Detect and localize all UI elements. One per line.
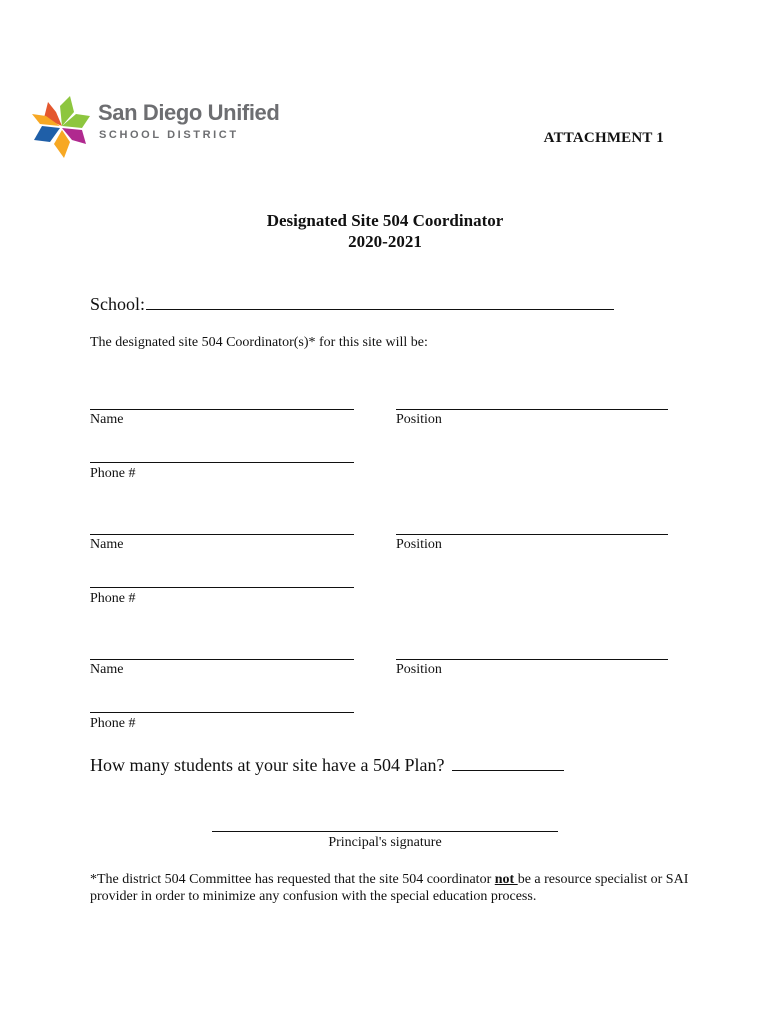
school-field[interactable] (90, 294, 614, 315)
plan-count-input-line[interactable] (452, 756, 564, 771)
position-field-line[interactable] (396, 534, 668, 535)
phone-label: Phone # (90, 591, 136, 606)
phone-label: Phone # (90, 716, 136, 731)
footnote-text-end: be a resource specialist or SAI provider in order to minimize any confusion with the special education process. (90, 872, 689, 904)
phone-field-line[interactable] (90, 462, 354, 463)
signature-label: Principal's signature (328, 835, 442, 850)
phone-field-line[interactable] (90, 587, 354, 588)
intro-text: The designated site 504 Coordinator(s)* for this site will be: (90, 335, 428, 350)
school-input-line[interactable] (146, 295, 614, 310)
plan-count-label: How many students at your site have a 504 Plan? (90, 755, 445, 775)
name-field-line[interactable] (90, 534, 354, 535)
document-year: 2020-2021 (348, 232, 422, 251)
footnote-text-start: *The district 504 Committee has requested that the site 504 coordinator (90, 872, 495, 887)
school-label: School: (90, 294, 146, 314)
position-field-line[interactable] (396, 659, 668, 660)
footnote-emphasis: not (494, 872, 518, 887)
name-field-line[interactable] (90, 659, 354, 660)
plan-count-question[interactable] (90, 755, 564, 776)
attachment-label: ATTACHMENT 1 (543, 130, 664, 146)
name-field-line[interactable] (90, 409, 354, 410)
logo-name: San Diego Unified (98, 100, 280, 125)
name-label: Name (90, 412, 124, 427)
position-label: Position (396, 412, 442, 427)
document-title: Designated Site 504 Coordinator (266, 211, 504, 230)
name-label: Name (90, 537, 124, 552)
district-logo (30, 96, 290, 160)
logo-subtitle: SCHOOL DISTRICT (99, 129, 239, 141)
phone-field-line[interactable] (90, 712, 354, 713)
signature-line[interactable] (212, 831, 558, 832)
footnote (90, 871, 710, 905)
position-field-line[interactable] (396, 409, 668, 410)
position-label: Position (396, 537, 442, 552)
phone-label: Phone # (90, 466, 136, 481)
name-label: Name (90, 662, 124, 677)
position-label: Position (396, 662, 442, 677)
starburst-logo-icon (30, 96, 94, 160)
